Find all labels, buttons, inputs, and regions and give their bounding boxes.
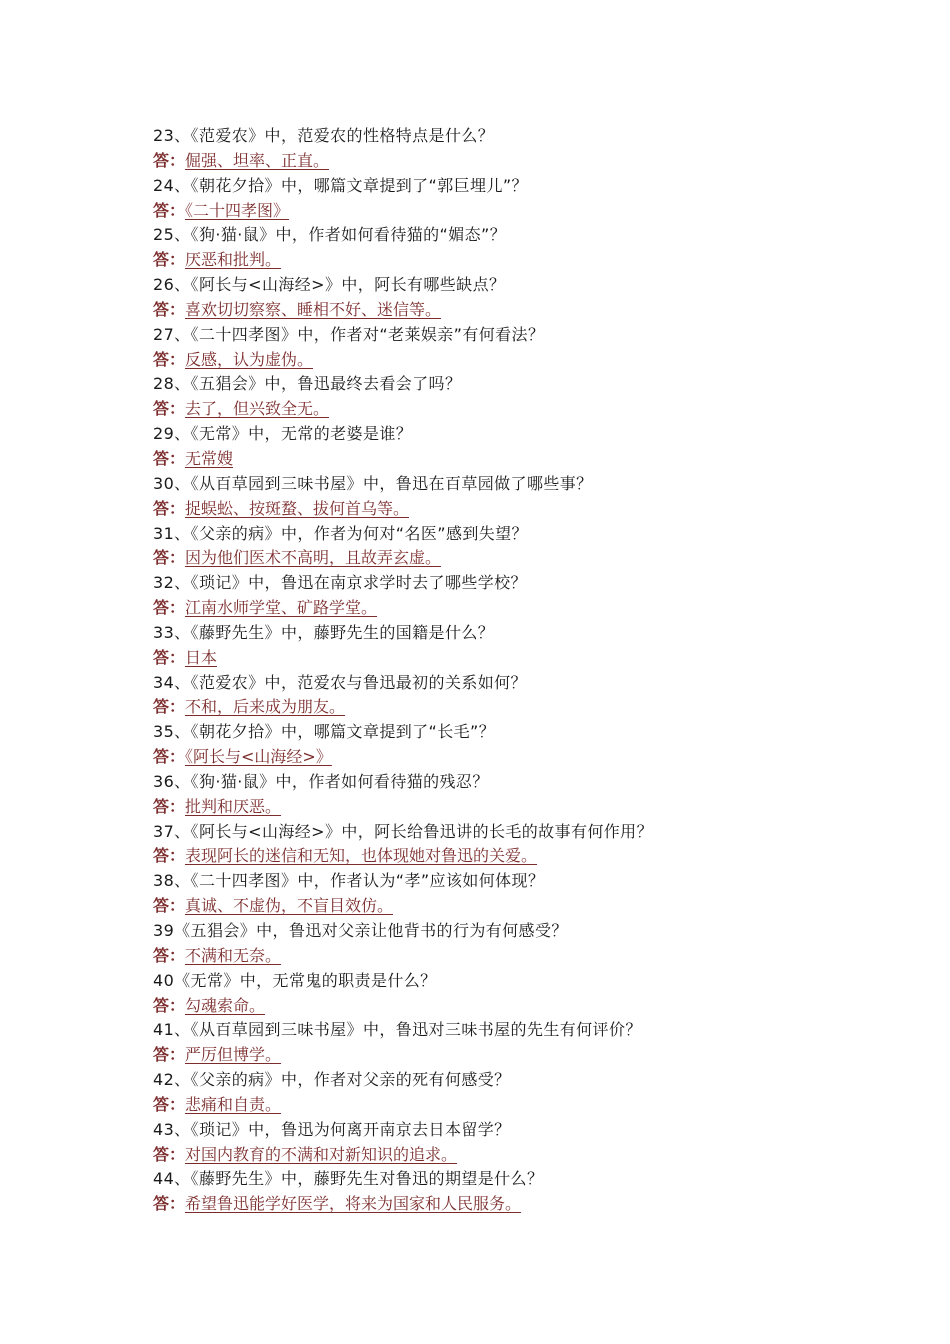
qa-item xyxy=(153,223,793,273)
question-text: 33、《藤野先生》中，藤野先生的国籍是什么？ xyxy=(153,622,495,642)
answer-line xyxy=(153,994,793,1019)
answer-line xyxy=(153,894,793,919)
answer-text: 希望鲁迅能学好医学，将来为国家和人民服务。 xyxy=(185,1194,522,1214)
qa-item xyxy=(153,1068,793,1118)
question-text: 35、《朝花夕拾》中，哪篇文章提到了“长毛”？ xyxy=(153,722,496,742)
answer-text: 严厉但博学。 xyxy=(185,1045,282,1065)
qa-item xyxy=(153,472,793,522)
answer-label: 答： xyxy=(153,697,186,717)
answer-line xyxy=(153,596,793,621)
qa-item xyxy=(153,1167,793,1217)
question-text: 28、《五猖会》中，鲁迅最终去看会了吗？ xyxy=(153,374,462,394)
answer-text: 江南水师学堂、矿路学堂。 xyxy=(185,598,378,618)
answer-label: 答： xyxy=(153,200,186,220)
answer-line xyxy=(153,695,793,720)
answer-line xyxy=(153,944,793,969)
answer-line xyxy=(153,546,793,571)
qa-item xyxy=(153,770,793,820)
question-text: 32、《琐记》中，鲁迅在南京求学时去了哪些学校？ xyxy=(153,573,527,593)
answer-text: 不和，后来成为朋友。 xyxy=(185,697,346,717)
answer-text: 批判和厌恶。 xyxy=(185,796,282,816)
answer-label: 答： xyxy=(153,250,186,270)
answer-line xyxy=(153,745,793,770)
answer-text: 厌恶和批判。 xyxy=(185,250,282,270)
answer-label: 答： xyxy=(153,896,186,916)
answer-text: 真诚、不虚伪，不盲目效仿。 xyxy=(185,896,394,916)
question-text: 29、《无常》中，无常的老婆是谁？ xyxy=(153,424,413,444)
answer-line xyxy=(153,348,793,373)
qa-item xyxy=(153,273,793,323)
answer-label: 答： xyxy=(153,796,186,816)
answer-text: 倔强、坦率、正直。 xyxy=(185,150,330,170)
answer-label: 答： xyxy=(153,498,186,518)
answer-line xyxy=(153,1192,793,1217)
answer-line xyxy=(153,149,793,174)
question-text: 26、《阿长与<山海经>》中，阿长有哪些缺点？ xyxy=(153,275,506,295)
question-text: 43、《琐记》中，鲁迅为何离开南京去日本留学？ xyxy=(153,1119,511,1139)
answer-text: 因为他们医术不高明，且故弄玄虚。 xyxy=(185,548,442,568)
answer-label: 答： xyxy=(153,995,186,1015)
answer-text: 无常嫂 xyxy=(185,448,234,468)
answer-label: 答： xyxy=(153,1094,186,1114)
answer-text: 勾魂索命。 xyxy=(185,995,266,1015)
question-text: 31、《父亲的病》中，作者为何对“名医”感到失望？ xyxy=(153,523,528,543)
qa-item xyxy=(153,1018,793,1068)
question-text: 30、《从百草园到三味书屋》中，鲁迅在百草园做了哪些事？ xyxy=(153,473,593,493)
answer-label: 答： xyxy=(153,747,186,767)
answer-label: 答： xyxy=(153,448,186,468)
answer-text: 《阿长与<山海经>》 xyxy=(185,747,332,767)
qa-item xyxy=(153,571,793,621)
answer-line xyxy=(153,844,793,869)
question-text: 23、《范爱农》中，范爱农的性格特点是什么？ xyxy=(153,126,495,145)
qa-item xyxy=(153,124,793,174)
answer-label: 答： xyxy=(153,299,186,319)
qa-item xyxy=(153,820,793,870)
question-text: 25、《狗·猫·鼠》中，作者如何看待猫的“媚态”？ xyxy=(153,225,507,245)
answer-label: 答： xyxy=(153,1144,186,1164)
question-text: 34、《范爱农》中，范爱农与鲁迅最初的关系如何？ xyxy=(153,672,527,692)
answer-label: 答： xyxy=(153,945,186,965)
answer-line xyxy=(153,199,793,224)
qa-item xyxy=(153,671,793,721)
question-text: 36、《狗·猫·鼠》中，作者如何看待猫的残忍？ xyxy=(153,771,489,791)
answer-line xyxy=(153,1093,793,1118)
answer-line xyxy=(153,795,793,820)
answer-label: 答： xyxy=(153,399,186,419)
answer-label: 答： xyxy=(153,349,186,369)
qa-item xyxy=(153,1118,793,1168)
answer-text: 去了，但兴致全无。 xyxy=(185,399,330,419)
qa-item xyxy=(153,720,793,770)
qa-item xyxy=(153,869,793,919)
qa-item xyxy=(153,621,793,671)
question-text: 24、《朝花夕拾》中，哪篇文章提到了“郭巨埋儿”？ xyxy=(153,175,528,195)
answer-text: 捉蜈蚣、按斑蝥、拔何首乌等。 xyxy=(185,498,410,518)
qa-item xyxy=(153,174,793,224)
answer-line xyxy=(153,298,793,323)
answer-label: 答： xyxy=(153,647,186,667)
answer-label: 答： xyxy=(153,1194,186,1214)
answer-text: 表现阿长的迷信和无知，也体现她对鲁迅的关爱。 xyxy=(185,846,538,866)
question-text: 38、《二十四孝图》中，作者认为“孝”应该如何体现？ xyxy=(153,871,545,891)
question-text: 41、《从百草园到三味书屋》中，鲁迅对三味书屋的先生有何评价？ xyxy=(153,1020,642,1040)
answer-text: 反感，认为虚伪。 xyxy=(185,349,314,369)
qa-item xyxy=(153,919,793,969)
answer-label: 答： xyxy=(153,150,186,170)
answer-text: 《二十四孝图》 xyxy=(185,200,290,220)
qa-item xyxy=(153,522,793,572)
question-text: 37、《阿长与<山海经>》中，阿长给鲁迅讲的长毛的故事有何作用？ xyxy=(153,821,653,841)
question-text: 44、《藤野先生》中，藤野先生对鲁迅的期望是什么？ xyxy=(153,1169,544,1189)
answer-label: 答： xyxy=(153,548,186,568)
question-text: 40《无常》中，无常鬼的职责是什么？ xyxy=(153,970,437,990)
qa-item xyxy=(153,323,793,373)
qa-list xyxy=(153,124,793,1217)
answer-line xyxy=(153,1143,793,1168)
answer-line xyxy=(153,646,793,671)
qa-item xyxy=(153,372,793,422)
answer-line xyxy=(153,248,793,273)
question-text: 27、《二十四孝图》中，作者对“老莱娱亲”有何看法？ xyxy=(153,324,545,344)
answer-line xyxy=(153,1043,793,1068)
answer-label: 答： xyxy=(153,1045,186,1065)
answer-text: 对国内教育的不满和对新知识的追求。 xyxy=(185,1144,458,1164)
question-text: 42、《父亲的病》中，作者对父亲的死有何感受？ xyxy=(153,1070,511,1090)
answer-text: 喜欢切切察察、睡相不好、迷信等。 xyxy=(185,299,442,319)
answer-text: 悲痛和自责。 xyxy=(185,1094,282,1114)
answer-label: 答： xyxy=(153,598,186,618)
qa-item xyxy=(153,969,793,1019)
answer-text: 不满和无奈。 xyxy=(185,945,282,965)
answer-line xyxy=(153,497,793,522)
answer-line xyxy=(153,397,793,422)
question-text: 39《五猖会》中，鲁迅对父亲让他背书的行为有何感受？ xyxy=(153,921,568,940)
answer-line xyxy=(153,447,793,472)
qa-item xyxy=(153,422,793,472)
answer-label: 答： xyxy=(153,846,186,866)
answer-text: 日本 xyxy=(185,647,218,667)
